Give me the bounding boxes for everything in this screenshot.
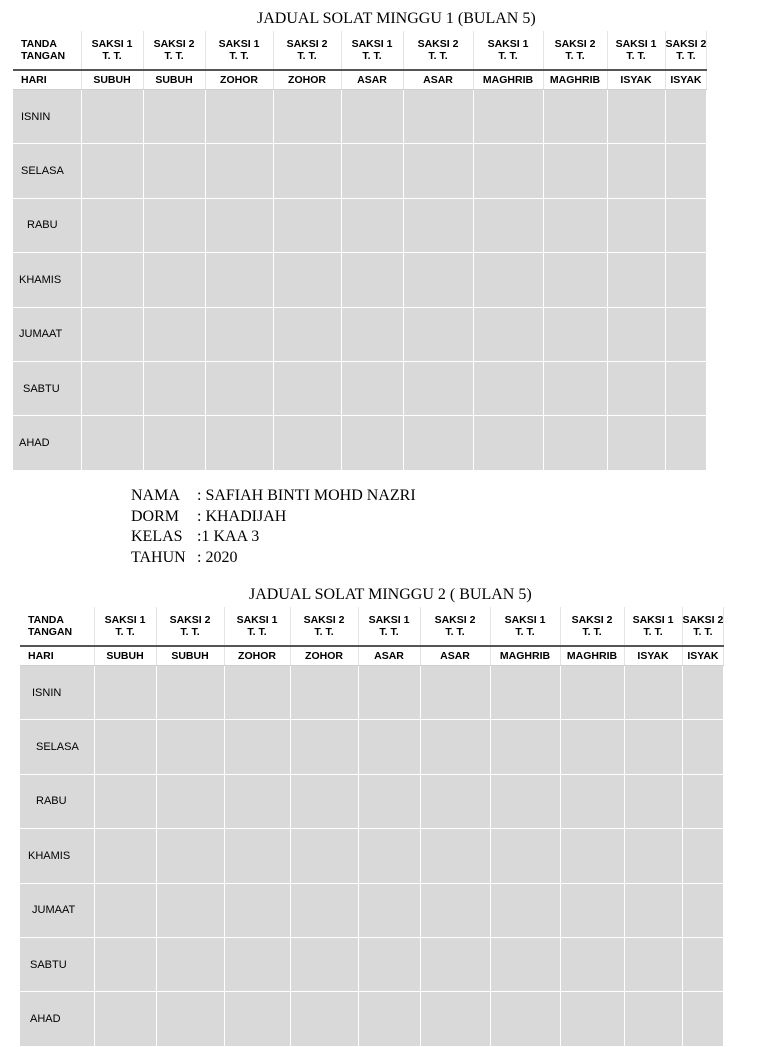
witness-header	[290, 607, 358, 646]
witness-header	[156, 607, 224, 646]
witness-label: SAKSI 1	[487, 38, 529, 50]
witness-label: SAKSI 1	[632, 614, 674, 626]
signature-cell[interactable]	[341, 198, 403, 252]
nama-value: : SAFIAH BINTI MOHD NAZRI	[197, 487, 416, 504]
signature-cell[interactable]	[490, 992, 560, 1046]
signature-cell[interactable]	[205, 253, 273, 307]
day-name: SABTU	[20, 937, 94, 991]
signature-cell[interactable]	[273, 198, 341, 252]
signature-cell[interactable]	[403, 198, 473, 252]
signature-cell[interactable]	[94, 992, 156, 1046]
prayer-header-row	[13, 70, 707, 90]
signature-header-row	[20, 607, 724, 646]
signature-cell[interactable]	[420, 774, 490, 828]
week2-title: JADUAL SOLAT MINGGU 2 ( BULAN 5)	[249, 586, 532, 603]
hari-header: HARI	[20, 646, 94, 666]
signature-cell[interactable]	[156, 774, 224, 828]
signature-cell[interactable]	[205, 144, 273, 198]
signature-cell[interactable]	[273, 253, 341, 307]
day-name: JUMAAT	[20, 883, 94, 937]
signature-cell[interactable]	[682, 883, 724, 937]
witness-header	[420, 607, 490, 646]
signature-cell[interactable]	[94, 883, 156, 937]
signature-cell[interactable]	[358, 829, 420, 883]
signature-cell[interactable]	[224, 992, 290, 1046]
tahun-row	[131, 548, 416, 569]
signature-cell[interactable]	[543, 198, 607, 252]
signature-cell[interactable]	[543, 416, 607, 470]
signature-cell[interactable]	[81, 307, 143, 361]
signature-cell[interactable]	[290, 774, 358, 828]
signature-cell[interactable]	[473, 90, 543, 144]
witness-label: SAKSI 1	[218, 38, 260, 50]
witness-label: SAKSI 1	[91, 38, 133, 50]
signature-label: T. T.	[565, 50, 585, 62]
signature-label: T. T.	[515, 626, 535, 638]
signature-cell[interactable]	[143, 416, 205, 470]
signature-cell[interactable]	[420, 883, 490, 937]
witness-header	[490, 607, 560, 646]
signature-cell[interactable]	[543, 144, 607, 198]
prayer-header: ISYAK	[682, 646, 724, 666]
signature-cell[interactable]	[420, 829, 490, 883]
signature-cell[interactable]	[156, 829, 224, 883]
signature-cell[interactable]	[358, 992, 420, 1046]
signature-cell[interactable]	[543, 90, 607, 144]
witness-header	[403, 31, 473, 70]
signature-cell[interactable]	[624, 992, 682, 1046]
day-name: RABU	[13, 198, 81, 252]
table-row	[20, 829, 724, 883]
signature-cell[interactable]	[607, 198, 665, 252]
witness-label: SAKSI 2	[665, 38, 707, 50]
signature-cell[interactable]	[403, 90, 473, 144]
signature-cell[interactable]	[607, 416, 665, 470]
signature-cell[interactable]	[473, 416, 543, 470]
table-row	[13, 361, 707, 415]
witness-header	[81, 31, 143, 70]
witness-label: SAKSI 1	[236, 614, 278, 626]
witness-label: SAKSI 2	[303, 614, 345, 626]
table-row	[20, 720, 724, 774]
witness-header	[682, 607, 724, 646]
prayer-header: ASAR	[403, 70, 473, 90]
day-name: ISNIN	[13, 90, 81, 144]
witness-label: SAKSI 2	[286, 38, 328, 50]
witness-header	[94, 607, 156, 646]
signature-cell[interactable]	[81, 253, 143, 307]
table-row	[13, 90, 707, 144]
witness-label: SAKSI 2	[571, 614, 613, 626]
signature-cell[interactable]	[358, 937, 420, 991]
day-name: KHAMIS	[20, 829, 94, 883]
signature-label: T. T.	[582, 626, 602, 638]
signature-cell[interactable]	[665, 416, 707, 470]
table-row	[13, 198, 707, 252]
signature-cell[interactable]	[290, 720, 358, 774]
signature-cell[interactable]	[81, 198, 143, 252]
signature-cell[interactable]	[490, 937, 560, 991]
signature-cell[interactable]	[682, 666, 724, 720]
prayer-header: ZOHOR	[290, 646, 358, 666]
dorm-value: : KHADIJAH	[197, 507, 287, 525]
witness-label: SAKSI 2	[417, 38, 459, 50]
tanda-tangan-header	[20, 607, 94, 646]
day-name: ISNIN	[20, 666, 94, 720]
signature-cell[interactable]	[358, 720, 420, 774]
signature-cell[interactable]	[560, 774, 624, 828]
table-row	[13, 416, 707, 470]
witness-header	[560, 607, 624, 646]
signature-header-row	[13, 31, 707, 70]
witness-label: SAKSI 2	[554, 38, 596, 50]
witness-header	[341, 31, 403, 70]
signature-cell[interactable]	[490, 774, 560, 828]
prayer-header: ASAR	[358, 646, 420, 666]
prayer-header: ASAR	[341, 70, 403, 90]
kelas-value: :1 KAA 3	[197, 528, 260, 545]
signature-cell[interactable]	[358, 774, 420, 828]
kelas-row	[131, 527, 416, 548]
witness-label: SAKSI 2	[434, 614, 476, 626]
signature-cell[interactable]	[624, 774, 682, 828]
witness-label: SAKSI 1	[504, 614, 546, 626]
signature-cell[interactable]	[273, 361, 341, 415]
signature-cell[interactable]	[81, 416, 143, 470]
signature-cell[interactable]	[273, 416, 341, 470]
signature-cell[interactable]	[358, 666, 420, 720]
signature-cell[interactable]	[156, 883, 224, 937]
signature-cell[interactable]	[403, 253, 473, 307]
signature-cell[interactable]	[143, 253, 205, 307]
signature-cell[interactable]	[607, 90, 665, 144]
day-name: AHAD	[13, 416, 81, 470]
witness-label: SAKSI 1	[104, 614, 146, 626]
signature-cell[interactable]	[81, 361, 143, 415]
signature-cell[interactable]	[143, 198, 205, 252]
signature-cell[interactable]	[156, 937, 224, 991]
tanda-label: TANDA	[21, 38, 57, 50]
table-row	[20, 937, 724, 991]
signature-cell[interactable]	[81, 144, 143, 198]
tahun-label: TAHUN	[131, 548, 186, 566]
witness-label: SAKSI 1	[615, 38, 657, 50]
day-name: KHAMIS	[13, 253, 81, 307]
witness-header	[205, 31, 273, 70]
signature-cell[interactable]	[224, 774, 290, 828]
signature-cell[interactable]	[420, 666, 490, 720]
tangan-label: TANGAN	[21, 50, 66, 62]
witness-label: SAKSI 2	[153, 38, 195, 50]
signature-cell[interactable]	[624, 720, 682, 774]
prayer-header-row	[20, 646, 724, 666]
signature-cell[interactable]	[156, 992, 224, 1046]
signature-label: T. T.	[428, 50, 448, 62]
signature-cell[interactable]	[665, 90, 707, 144]
witness-header	[607, 31, 665, 70]
signature-cell[interactable]	[290, 829, 358, 883]
prayer-header: ISYAK	[607, 70, 665, 90]
signature-cell[interactable]	[341, 144, 403, 198]
witness-label: SAKSI 2	[682, 614, 724, 626]
signature-cell[interactable]	[403, 361, 473, 415]
signature-cell[interactable]	[205, 90, 273, 144]
signature-cell[interactable]	[560, 666, 624, 720]
table-row	[20, 666, 724, 720]
signature-cell[interactable]	[273, 144, 341, 198]
prayer-header: MAGHRIB	[560, 646, 624, 666]
signature-cell[interactable]	[682, 992, 724, 1046]
signature-label: T. T.	[498, 50, 518, 62]
signature-cell[interactable]	[560, 992, 624, 1046]
signature-label: T. T.	[643, 626, 663, 638]
signature-cell[interactable]	[560, 829, 624, 883]
signature-cell[interactable]	[607, 307, 665, 361]
dorm-label: DORM	[131, 507, 180, 525]
witness-header	[358, 607, 420, 646]
prayer-header: SUBUH	[81, 70, 143, 90]
dorm-row	[131, 507, 416, 528]
signature-cell[interactable]	[490, 666, 560, 720]
signature-cell[interactable]	[94, 937, 156, 991]
day-name: SELASA	[20, 720, 94, 774]
signature-cell[interactable]	[682, 720, 724, 774]
signature-label: T. T.	[102, 50, 122, 62]
signature-label: T. T.	[297, 50, 317, 62]
signature-cell[interactable]	[205, 307, 273, 361]
prayer-header: SUBUH	[94, 646, 156, 666]
prayer-header: ASAR	[420, 646, 490, 666]
signature-cell[interactable]	[403, 144, 473, 198]
signature-cell[interactable]	[665, 307, 707, 361]
signature-label: T. T.	[115, 626, 135, 638]
table-row	[20, 883, 724, 937]
tangan-label: TANGAN	[28, 626, 73, 638]
signature-cell[interactable]	[94, 774, 156, 828]
signature-cell[interactable]	[420, 720, 490, 774]
table-row	[13, 144, 707, 198]
week1-title: JADUAL SOLAT MINGGU 1 (BULAN 5)	[257, 10, 536, 27]
day-name: SABTU	[13, 361, 81, 415]
witness-header	[143, 31, 205, 70]
signature-cell[interactable]	[94, 720, 156, 774]
signature-cell[interactable]	[358, 883, 420, 937]
signature-cell[interactable]	[156, 666, 224, 720]
hari-header: HARI	[13, 70, 81, 90]
signature-cell[interactable]	[490, 883, 560, 937]
signature-cell[interactable]	[607, 361, 665, 415]
prayer-header: MAGHRIB	[490, 646, 560, 666]
table-row	[13, 253, 707, 307]
witness-header	[543, 31, 607, 70]
signature-cell[interactable]	[403, 307, 473, 361]
nama-label: NAMA	[131, 487, 180, 504]
signature-label: T. T.	[693, 626, 713, 638]
signature-cell[interactable]	[143, 90, 205, 144]
prayer-header: MAGHRIB	[473, 70, 543, 90]
signature-cell[interactable]	[156, 720, 224, 774]
signature-cell[interactable]	[143, 144, 205, 198]
signature-cell[interactable]	[273, 307, 341, 361]
signature-cell[interactable]	[341, 90, 403, 144]
signature-cell[interactable]	[341, 253, 403, 307]
signature-cell[interactable]	[543, 361, 607, 415]
signature-cell[interactable]	[543, 307, 607, 361]
prayer-header: SUBUH	[156, 646, 224, 666]
signature-cell[interactable]	[624, 883, 682, 937]
signature-cell[interactable]	[543, 253, 607, 307]
tanda-label: TANDA	[28, 614, 64, 626]
witness-header	[624, 607, 682, 646]
signature-cell[interactable]	[273, 90, 341, 144]
signature-cell[interactable]	[490, 829, 560, 883]
signature-cell[interactable]	[403, 416, 473, 470]
signature-cell[interactable]	[473, 198, 543, 252]
signature-label: T. T.	[362, 50, 382, 62]
day-name: RABU	[20, 774, 94, 828]
signature-cell[interactable]	[94, 829, 156, 883]
signature-cell[interactable]	[682, 829, 724, 883]
signature-cell[interactable]	[560, 720, 624, 774]
signature-cell[interactable]	[224, 883, 290, 937]
signature-cell[interactable]	[81, 90, 143, 144]
signature-cell[interactable]	[205, 361, 273, 415]
witness-label: SAKSI 2	[169, 614, 211, 626]
signature-cell[interactable]	[143, 361, 205, 415]
signature-cell[interactable]	[682, 774, 724, 828]
signature-cell[interactable]	[682, 937, 724, 991]
signature-cell[interactable]	[665, 144, 707, 198]
signature-cell[interactable]	[473, 361, 543, 415]
day-name: AHAD	[20, 992, 94, 1046]
signature-cell[interactable]	[224, 666, 290, 720]
signature-label: T. T.	[379, 626, 399, 638]
signature-cell[interactable]	[560, 937, 624, 991]
tanda-tangan-header	[13, 31, 81, 70]
witness-header	[224, 607, 290, 646]
witness-header	[473, 31, 543, 70]
day-name: JUMAAT	[13, 307, 81, 361]
signature-cell[interactable]	[224, 937, 290, 991]
witness-header	[273, 31, 341, 70]
signature-cell[interactable]	[341, 307, 403, 361]
signature-cell[interactable]	[290, 883, 358, 937]
prayer-header: MAGHRIB	[543, 70, 607, 90]
signature-cell[interactable]	[224, 720, 290, 774]
signature-label: T. T.	[180, 626, 200, 638]
table-row	[13, 307, 707, 361]
witness-label: SAKSI 1	[351, 38, 393, 50]
nama-row	[131, 486, 416, 507]
tahun-value: : 2020	[197, 548, 238, 566]
signature-cell[interactable]	[341, 361, 403, 415]
prayer-header: ZOHOR	[273, 70, 341, 90]
signature-cell[interactable]	[624, 829, 682, 883]
signature-cell[interactable]	[290, 992, 358, 1046]
witness-header	[665, 31, 707, 70]
signature-cell[interactable]	[665, 361, 707, 415]
table-row	[20, 774, 724, 828]
week2-table	[20, 607, 724, 1047]
signature-cell[interactable]	[224, 829, 290, 883]
prayer-header: ZOHOR	[224, 646, 290, 666]
signature-cell[interactable]	[665, 253, 707, 307]
signature-cell[interactable]	[473, 144, 543, 198]
signature-cell[interactable]	[205, 416, 273, 470]
signature-cell[interactable]	[205, 198, 273, 252]
signature-label: T. T.	[314, 626, 334, 638]
signature-cell[interactable]	[420, 937, 490, 991]
signature-cell[interactable]	[473, 307, 543, 361]
signature-label: T. T.	[626, 50, 646, 62]
signature-cell[interactable]	[607, 253, 665, 307]
prayer-header: ISYAK	[665, 70, 707, 90]
signature-cell[interactable]	[341, 416, 403, 470]
kelas-label: KELAS	[131, 528, 183, 545]
signature-cell[interactable]	[490, 720, 560, 774]
week1-table	[13, 31, 707, 471]
signature-cell[interactable]	[420, 992, 490, 1046]
signature-label: T. T.	[164, 50, 184, 62]
signature-cell[interactable]	[607, 144, 665, 198]
signature-cell[interactable]	[94, 666, 156, 720]
signature-label: T. T.	[229, 50, 249, 62]
signature-label: T. T.	[676, 50, 696, 62]
signature-cell[interactable]	[624, 937, 682, 991]
table-row	[20, 992, 724, 1046]
signature-cell[interactable]	[665, 198, 707, 252]
signature-cell[interactable]	[290, 666, 358, 720]
signature-cell[interactable]	[143, 307, 205, 361]
signature-label: T. T.	[445, 626, 465, 638]
witness-label: SAKSI 1	[368, 614, 410, 626]
signature-cell[interactable]	[560, 883, 624, 937]
signature-cell[interactable]	[473, 253, 543, 307]
student-info	[131, 486, 416, 568]
prayer-header: SUBUH	[143, 70, 205, 90]
day-name: SELASA	[13, 144, 81, 198]
signature-label: T. T.	[247, 626, 267, 638]
prayer-header: ZOHOR	[205, 70, 273, 90]
signature-cell[interactable]	[624, 666, 682, 720]
signature-cell[interactable]	[290, 937, 358, 991]
prayer-header: ISYAK	[624, 646, 682, 666]
